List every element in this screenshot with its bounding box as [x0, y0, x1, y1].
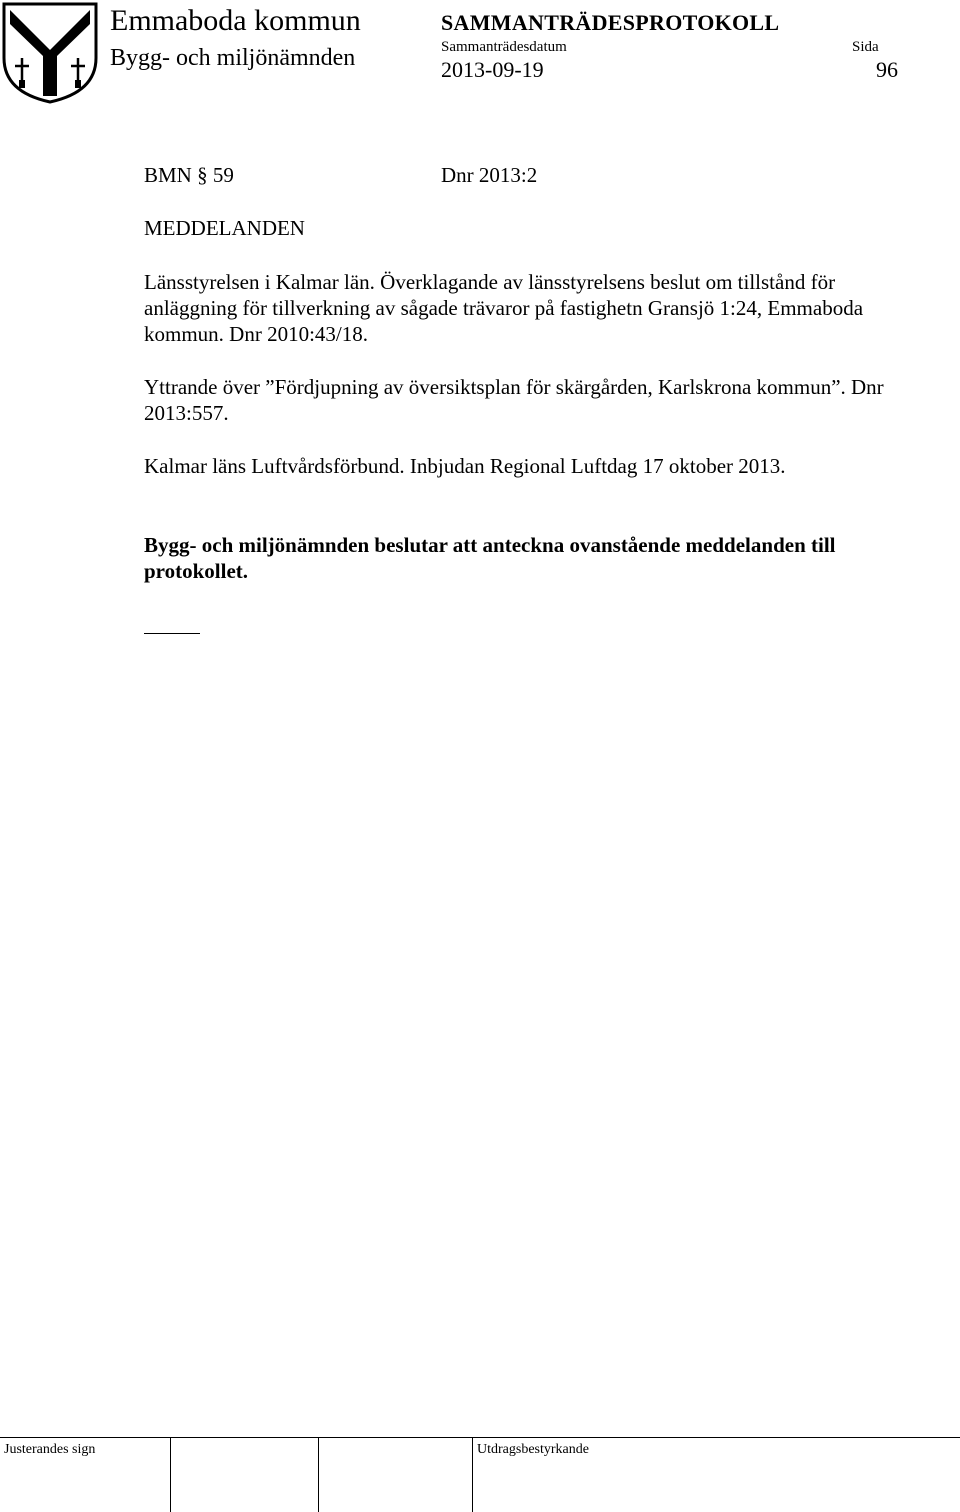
document-type: SAMMANTRÄDESPROTOKOLL — [441, 10, 780, 35]
meeting-date-label: Sammanträdesdatum — [441, 39, 567, 55]
signature-table-top-rule — [0, 1437, 960, 1438]
case-dnr: Dnr 2013:2 — [441, 163, 538, 187]
meeting-date: 2013-09-19 — [441, 57, 544, 82]
page-label: Sida — [852, 39, 879, 55]
decision-text: Bygg- och miljönämnden beslutar att anteckna ovanstående meddelanden till protokollet. — [144, 533, 836, 583]
organization-name: Emmaboda kommun — [110, 4, 361, 37]
municipal-coat-of-arms-icon — [0, 0, 100, 104]
signature-box-divider — [318, 1437, 319, 1512]
adjuster-sign-label: Justerandes sign — [4, 1442, 96, 1457]
committee-name: Bygg- och miljönämnden — [110, 45, 356, 71]
excerpt-certification-label: Utdragsbestyrkande — [477, 1442, 589, 1457]
message-item: Kalmar läns Luftvårdsförbund. Inbjudan Regional Luftdag 17 oktober 2013. — [144, 454, 786, 478]
section-title: MEDDELANDEN — [144, 216, 305, 240]
signature-table — [0, 1437, 960, 1512]
signature-box-divider — [472, 1437, 473, 1512]
case-number: BMN § 59 — [144, 163, 234, 187]
message-item: Länsstyrelsen i Kalmar län. Överklagande av länsstyrelsens beslut om tillstånd för anläggning för tillverkning av sågade trävaror på fastighetn Gransjö 1:24, Emmaboda kommun. Dnr 2010:43/18. — [144, 270, 864, 346]
page-number: 96 — [876, 57, 898, 82]
message-item: Yttrande över ”Fördjupning av översiktsplan för skärgården, Karlskrona kommun”. Dnr 2013:557. — [144, 375, 884, 425]
signature-box-divider — [170, 1437, 171, 1512]
section-end-rule — [144, 633, 200, 634]
